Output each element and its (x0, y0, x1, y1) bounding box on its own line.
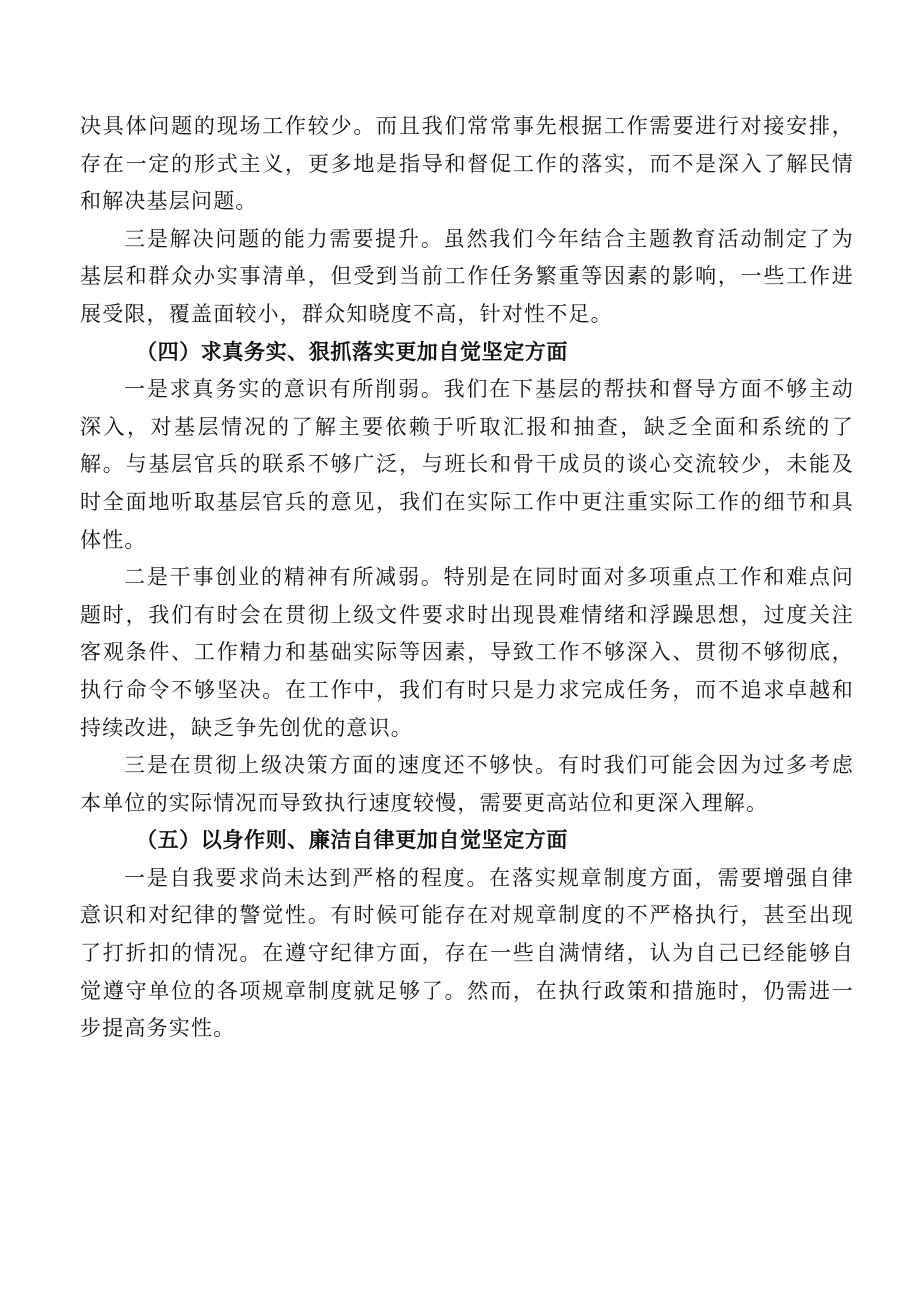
body-paragraph: 决具体问题的现场工作较少。而且我们常常事先根据工作需要进行对接安排，存在一定的形式主义，更多地是指导和督促工作的落实，而不是深入了解民情和解决基层问题。 (80, 114, 854, 214)
body-paragraph: 三是在贯彻上级决策方面的速度还不够快。有时我们可能会因为过多考虑本单位的实际情况而导致执行速度较慢，需要更高站位和更深入理解。 (80, 753, 854, 815)
body-paragraph: 三是解决问题的能力需要提升。虽然我们今年结合主题教育活动制定了为基层和群众办实事清单，但受到当前工作任务繁重等因素的影响，一些工作进展受限，覆盖面较小，群众知晓度不高，针对性不足。 (80, 226, 854, 326)
body-paragraph: 二是干事创业的精神有所减弱。特别是在同时面对多项重点工作和难点问题时，我们有时会在贯彻上级文件要求时出现畏难情绪和浮躁思想，过度关注客观条件、工作精力和基础实际等因素，导致工作不够深入、贯彻不够彻底，执行命令不够坚决。在工作中，我们有时只是力求完成任务，而不追求卓越和持续改进，缺乏争先创优的意识。 (80, 565, 854, 740)
section-heading: （五）以身作则、廉洁自律更加自觉坚定方面 (136, 828, 568, 853)
section-heading: （四）求真务实、狠抓落实更加自觉坚定方面 (136, 339, 568, 364)
document-body (80, 108, 854, 1048)
body-paragraph: 一是求真务实的意识有所削弱。我们在下基层的帮扶和督导方面不够主动深入，对基层情况的了解主要依赖于听取汇报和抽查，缺乏全面和系统的了解。与基层官兵的联系不够广泛，与班长和骨干成员的谈心交流较少，未能及时全面地听取基层官兵的意见，我们在实际工作中更注重实际工作的细节和具体性。 (80, 377, 854, 552)
body-paragraph: 一是自我要求尚未达到严格的程度。在落实规章制度方面，需要增强自律意识和对纪律的警觉性。有时候可能存在对规章制度的不严格执行，甚至出现了打折扣的情况。在遵守纪律方面，存在一些自满情绪，认为自己已经能够自觉遵守单位的各项规章制度就足够了。然而，在执行政策和措施时，仍需进一步提高务实性。 (80, 865, 854, 1041)
